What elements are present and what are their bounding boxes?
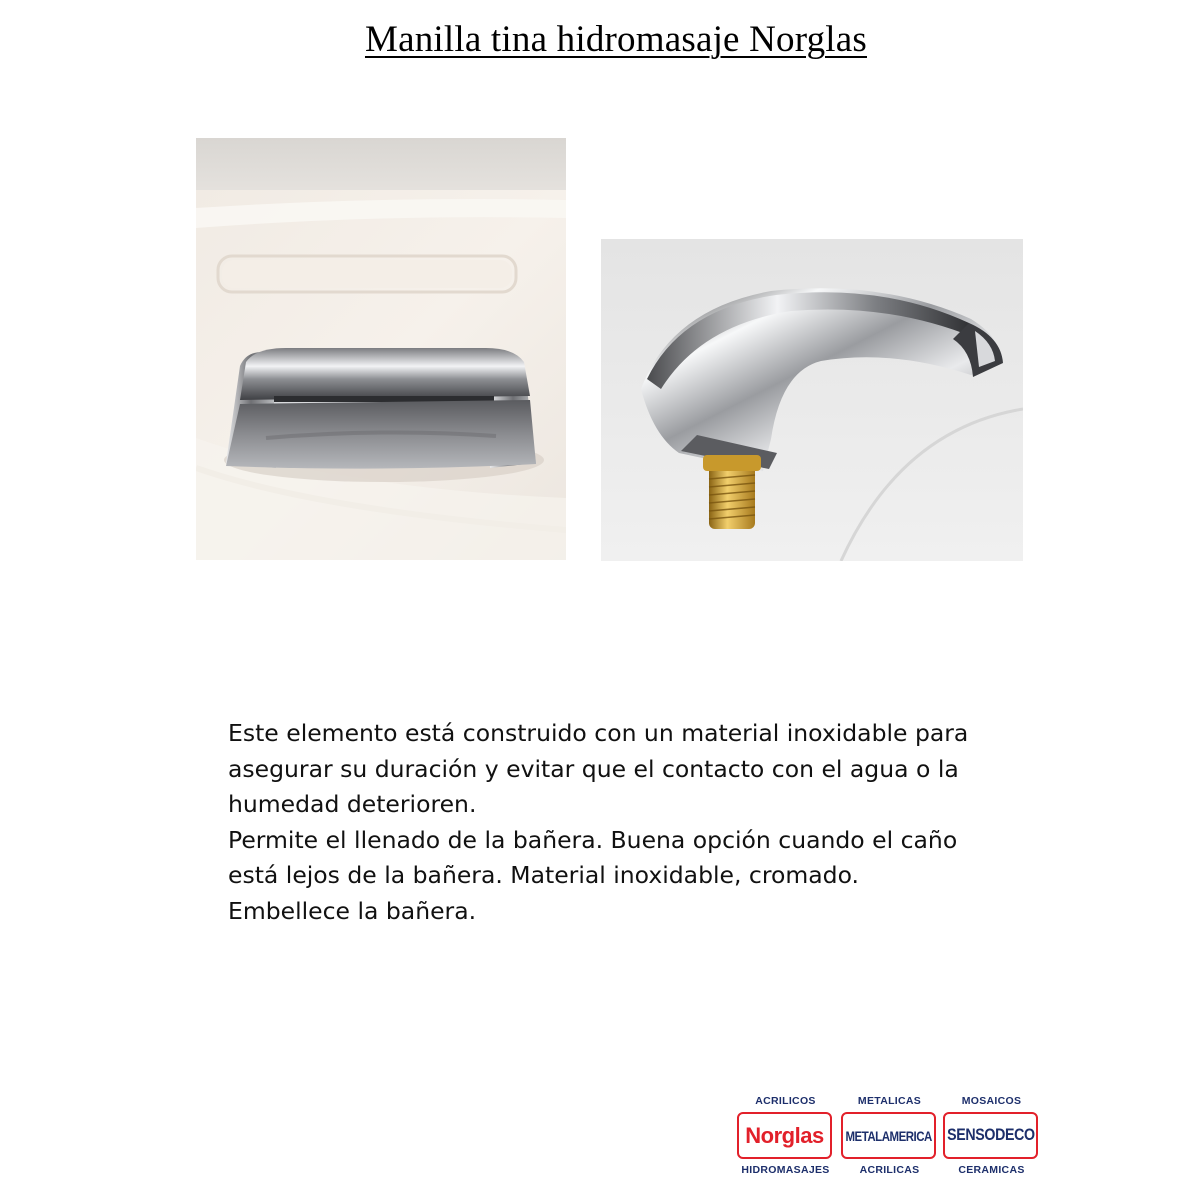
logo-bottom-label: CERAMICAS — [958, 1164, 1025, 1176]
product-description — [228, 716, 1028, 930]
logo-box — [943, 1112, 1038, 1159]
logo-bottom-label: ACRILICAS — [859, 1164, 920, 1176]
logo-brand-name: SENSODECO — [946, 1126, 1035, 1144]
logo-brand-name: Norglas — [745, 1122, 824, 1148]
description-line: Embellece la bañera. — [228, 896, 477, 925]
page-title: Manilla tina hidromasaje Norglas — [364, 19, 867, 60]
logo-top-label: MOSAICOS — [961, 1095, 1022, 1107]
description-line: está lejos de la bañera. Material inoxidable, cromado. — [228, 861, 860, 890]
logo-brand-name: METALAMERICA — [845, 1127, 932, 1144]
logo-box — [737, 1112, 832, 1159]
brand-logos — [735, 1093, 1037, 1179]
description-line: humedad deterioren. — [228, 790, 477, 819]
handle-installed-photo — [196, 138, 566, 560]
description-line: asegurar su duración y evitar que el contacto con el agua o la — [228, 754, 959, 783]
description-line: Este elemento está construido con un material inoxidable para — [228, 719, 969, 747]
logo-bottom-label: HIDROMASAJES — [741, 1164, 830, 1176]
sensodeco-logo — [941, 1093, 1042, 1179]
norglas-logo — [735, 1093, 836, 1179]
description-line: Permite el llenado de la bañera. Buena opción cuando el caño — [228, 825, 958, 854]
spout-product-photo — [601, 239, 1023, 561]
logo-top-label: ACRILICOS — [755, 1095, 816, 1107]
logo-top-label: METALICAS — [857, 1095, 922, 1107]
logo-box — [841, 1112, 936, 1159]
metalamerica-logo — [839, 1093, 940, 1179]
